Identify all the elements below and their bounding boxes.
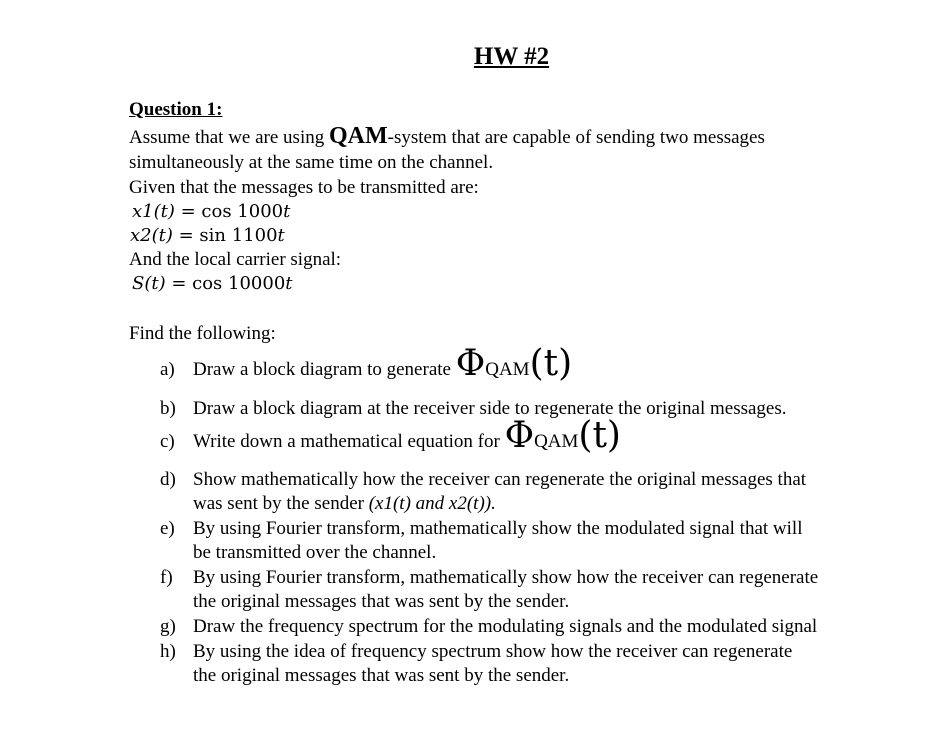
equation-x2	[130, 224, 285, 248]
item-letter: f)	[160, 567, 173, 588]
item-cont-text: was sent by the sender	[193, 493, 369, 514]
phi-sub: QAM	[534, 431, 579, 452]
phi-qam-expression	[504, 415, 621, 456]
list-item-d	[160, 468, 806, 516]
list-item-a	[160, 343, 573, 384]
item-text: By using the idea of frequency spectrum show how the receiver can regenerate	[193, 641, 793, 662]
carrier-line: And the local carrier signal:	[129, 249, 342, 270]
intro-line-2: simultaneously at the same time on the channel.	[129, 152, 494, 173]
equation-carrier	[132, 272, 293, 296]
item-continuation: the original messages that was sent by the sender.	[193, 591, 570, 612]
item-letter: h)	[160, 641, 176, 662]
list-item-h	[160, 640, 792, 688]
intro-pre: Assume that we are using	[129, 127, 329, 148]
item-text: Draw a block diagram at the receiver side to regenerate the original messages.	[193, 398, 787, 419]
phi-arg: (t)	[529, 343, 573, 384]
question-heading: Question 1:	[129, 99, 223, 120]
item-text: Draw the frequency spectrum for the modulating signals and the modulated signal	[193, 616, 818, 637]
phi-symbol: Φ	[455, 343, 486, 384]
item-text: Show mathematically how the receiver can regenerate the original messages that	[193, 469, 807, 490]
item-continuation: be transmitted over the channel.	[193, 542, 437, 563]
item-letter: e)	[160, 518, 175, 539]
eq2-rhs: = sin 1100	[172, 225, 278, 246]
eq1-var: t	[283, 201, 291, 222]
list-item-g	[160, 615, 817, 639]
intro-post: -system that are capable of sending two messages	[387, 127, 765, 148]
equation-x1	[132, 200, 290, 224]
item-letter: g)	[160, 616, 176, 637]
item-letter: d)	[160, 469, 176, 490]
eq1-lhs: x1(t)	[132, 201, 175, 222]
list-item-e	[160, 517, 802, 565]
list-item-b	[160, 397, 787, 421]
eq2-lhs: x2(t)	[130, 225, 173, 246]
intro-qam: QAM	[328, 123, 388, 149]
item-text: Write down a mathematical equation for	[193, 431, 505, 452]
item-text: By using Fourier transform, mathematically show how the receiver can regenerate	[193, 567, 819, 588]
given-line: Given that the messages to be transmitted are:	[129, 177, 479, 198]
item-continuation	[160, 492, 806, 516]
intro-line-1	[129, 124, 765, 150]
eq3-var: t	[285, 273, 293, 294]
phi-qam-expression	[455, 343, 573, 384]
list-item-f	[160, 566, 818, 614]
phi-arg: (t)	[578, 415, 621, 456]
item-letter: a)	[160, 359, 175, 380]
eq1-rhs: = cos 1000	[174, 201, 284, 222]
item-letter: c)	[160, 431, 175, 452]
eq3-lhs: S(t)	[132, 273, 166, 294]
item-cont-italic: (x1(t) and x2(t)).	[368, 493, 496, 514]
phi-symbol: Φ	[504, 415, 535, 456]
page-title: HW #2	[473, 43, 550, 70]
eq2-var: t	[277, 225, 285, 246]
phi-sub: QAM	[485, 359, 530, 380]
item-letter: b)	[160, 398, 176, 419]
item-continuation: the original messages that was sent by the sender.	[193, 665, 570, 686]
find-line: Find the following:	[129, 323, 276, 344]
eq3-rhs: = cos 10000	[165, 273, 286, 294]
list-item-c	[160, 415, 621, 456]
item-text: By using Fourier transform, mathematically show the modulated signal that will	[193, 518, 803, 539]
item-text: Draw a block diagram to generate	[193, 359, 456, 380]
